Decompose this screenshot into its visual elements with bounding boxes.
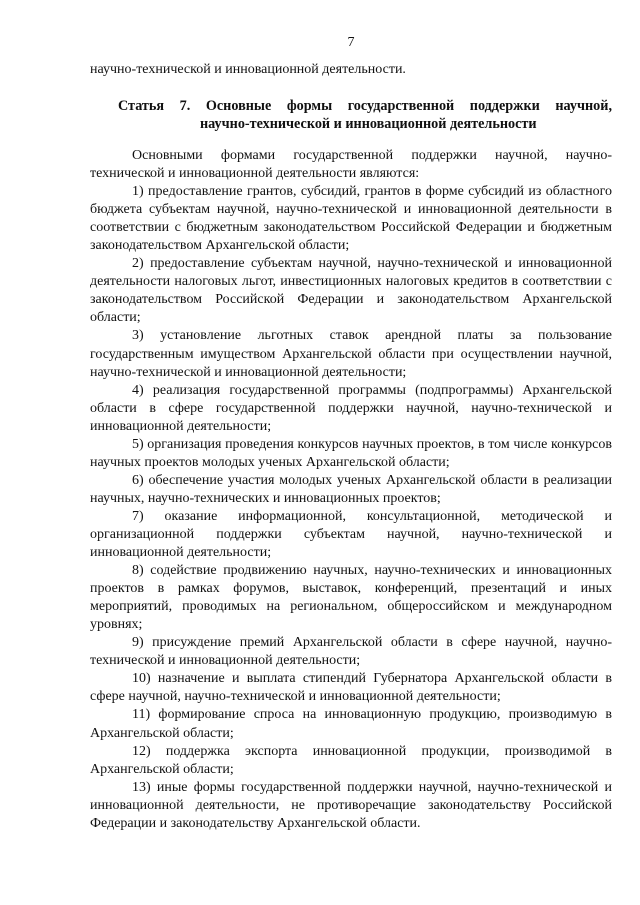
- paragraph-intro: Основными формами государственной поддержки научной, научно-технической и инновационной деятельности являются:: [90, 148, 612, 182]
- list-item: 2) предоставление субъектам научной, научно-технической и инновационной деятельности налоговых льгот, инвестиционных налоговых кредитов в соответствии с законодательством Российской Федерации и законодательством Архангельской области;: [90, 256, 612, 326]
- list-item: 7) оказание информационной, консультационной, методической и организационной поддержки субъектам научной, научно-технической и инновационной деятельности;: [90, 508, 612, 561]
- article-heading: [90, 97, 612, 133]
- list-item: 4) реализация государственной программы (подпрограммы) Архангельской области в сфере государственной поддержки научной, научно-технической и инновационной деятельности;: [90, 382, 612, 434]
- list-item: 3) установление льготных ставок арендной платы за пользование государственным имуществом Архангельской области при осуществлении научной, научно-технической и инновационной деятельности;: [90, 328, 612, 380]
- article-heading-line2: научно-технической и инновационной деятельности: [200, 116, 537, 132]
- list-item: 10) назначение и выплата стипендий Губернатора Архангельской области в сфере научной, научно-технической и инновационной деятельности;: [90, 671, 612, 705]
- list-item: 13) иные формы государственной поддержки научной, научно-технической и инновационной деятельности, не противоречащие законодательству Российской Федерации и законодательству Архангельской области.: [90, 779, 612, 831]
- list-item: 5) организация проведения конкурсов научных проектов, в том числе конкурсов научных проектов молодых ученых Архангельской области;: [90, 436, 612, 470]
- continuation-line: научно-технической и инновационной деятельности.: [90, 62, 406, 77]
- article-heading-line1: Статья 7. Основные формы государственной поддержки научной,: [118, 98, 612, 114]
- list-item: 9) присуждение премий Архангельской области в сфере научной, научно-технической и инновационной деятельности;: [90, 635, 612, 669]
- page-number: 7: [347, 35, 355, 50]
- article-body: [90, 147, 612, 833]
- list-item: 1) предоставление грантов, субсидий, грантов в форме субсидий из областного бюджета субъектам научной, научно-технической и инновационной деятельности в соответствии с бюджетным законодательством Российской Федерации и бюджетным законодательством Архангельской области;: [90, 184, 612, 254]
- list-item: 8) содействие продвижению научных, научно-технических и инновационных проектов в рамках форумов, выставок, конференций, презентаций и иных мероприятий, проводимых на региональном, общероссийском и международном уровнях;: [90, 563, 612, 633]
- list-item: 12) поддержка экспорта инновационной продукции, производимой в Архангельской области;: [90, 743, 612, 777]
- list-item: 6) обеспечение участия молодых ученых Архангельской области в реализации научных, научно-технических и инновационных проектов;: [90, 472, 612, 506]
- list-item: 11) формирование спроса на инновационную продукцию, производимую в Архангельской области;: [90, 707, 612, 741]
